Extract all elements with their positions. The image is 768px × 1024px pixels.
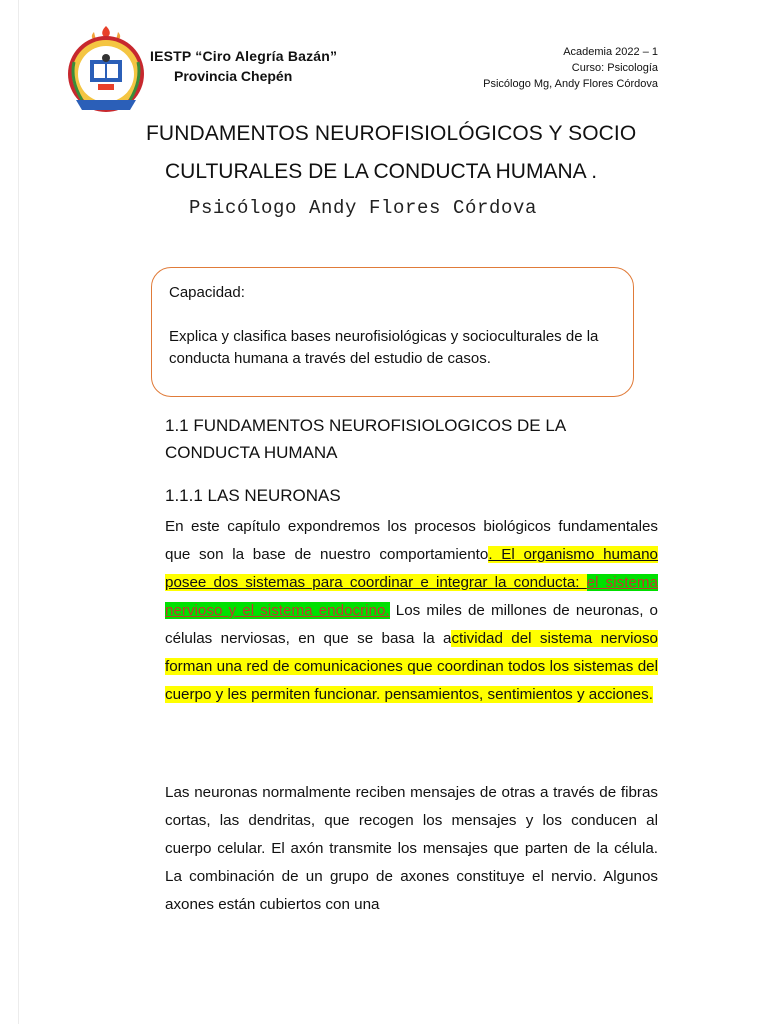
subsection-heading: 1.1.1 LAS NEURONAS <box>165 486 341 505</box>
institution-name: IESTP “Ciro Alegría Bazán” <box>150 48 338 64</box>
seal-icon <box>64 22 148 118</box>
section-heading: 1.1 FUNDAMENTOS NEUROFISIOLOGICOS DE LA CONDUCTA HUMANA <box>165 416 566 462</box>
paragraph-neurons-messages: Las neuronas normalmente reciben mensajes de otras a través de fibras cortas, las dendritas, que recogen los mensajes y los conducen al cuerpo celular. El axón transmite los mensajes que parten de la célula. La combinación de un grupo de axones constituye el nervio. Algunos axones están cubiertos con una <box>165 784 658 913</box>
academy-label: Academia 2022 – 1 <box>563 46 658 58</box>
capacity-text: Explica y clasifica bases neurofisiológicas y socioculturales de la conducta humana a través del estudio de casos. <box>169 328 599 367</box>
document-author: Psicólogo Andy Flores Córdova <box>189 197 538 219</box>
highlight-yellow-underlined: . El organismo humano posee dos sistemas para coordinar e integrar la conducta: <box>165 546 658 591</box>
highlight-green: el sistema nervioso y el sistema endocrino. <box>165 574 658 619</box>
teacher-label: Psicólogo Mg, Andy Flores Córdova <box>483 78 658 90</box>
highlight-yellow: ctividad del sistema nervioso forman una red de comunicaciones que coordinan todos los sistemas del cuerpo y les permiten funcionar. pensamientos, sentimientos y acciones. <box>165 630 658 703</box>
course-info <box>483 44 658 92</box>
document-title-line2: CULTURALES DE LA CONDUCTA HUMANA . <box>165 160 598 183</box>
paragraph1-segment-plain-2: Los miles de millones de neuronas, o células nerviosas, en que se basa la a <box>165 602 658 647</box>
paragraph-neurons-intro <box>165 513 658 709</box>
page-edge <box>18 0 19 1024</box>
institution-logo <box>64 22 344 122</box>
capacity-label: Capacidad: <box>169 284 245 301</box>
institution-province: Provincia Chepén <box>174 68 293 84</box>
document-title-line1: FUNDAMENTOS NEUROFISIOLÓGICOS Y SOCIO <box>146 122 637 145</box>
capacity-box <box>151 267 634 397</box>
paragraph1-segment-plain: En este capítulo expondremos los procesos biológicos fundamentales que son la base de nuestro comportamiento <box>165 518 658 563</box>
course-label: Curso: Psicología <box>571 62 658 74</box>
